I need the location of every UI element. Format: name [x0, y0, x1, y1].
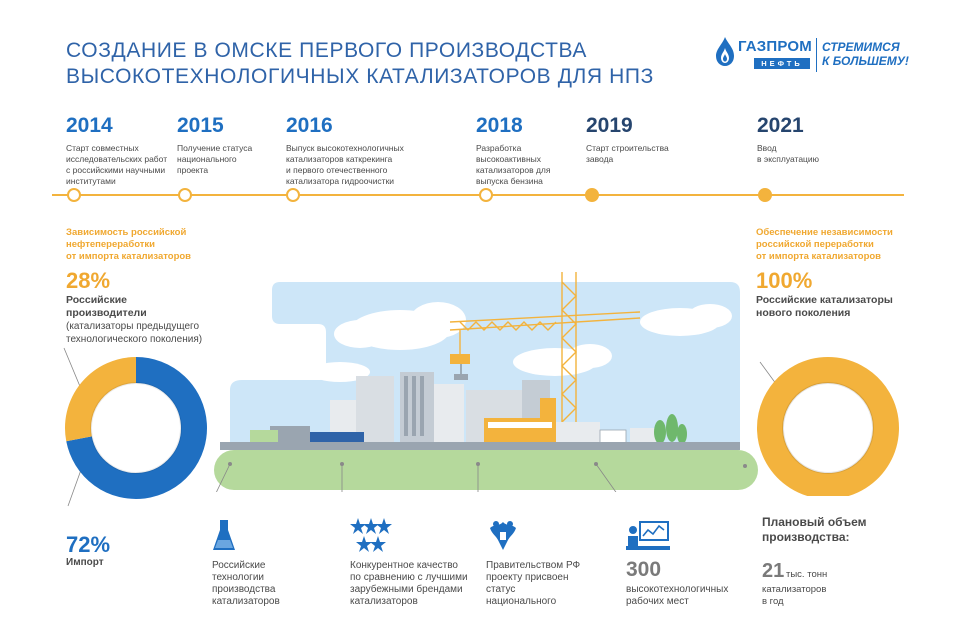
timeline-dot-2016	[286, 188, 300, 202]
timeline-dot-2018	[479, 188, 493, 202]
left-note: Зависимость российской нефтепереработки от импорта катализаторов	[66, 227, 192, 262]
timeline-year-2019: 2019	[586, 114, 633, 137]
right-percent: 100%	[756, 268, 813, 293]
domestic-sublabel: (катализаторы предыдущего технологического поколения)	[66, 321, 203, 345]
flame-icon	[712, 36, 738, 74]
plan-unit: тыс. тонн	[786, 569, 828, 580]
timeline-desc-2014: Старт совместных исследовательских работ с российскими научными институтами	[66, 143, 168, 186]
timeline-year-2015: 2015	[177, 114, 224, 137]
fact-quality: Конкурентное качество по сравнению с лучшими зарубежными брендами катализаторов	[350, 560, 468, 607]
right-donut-chart	[748, 356, 904, 496]
donut-segment-domestic	[770, 370, 886, 486]
plan-title: Плановый объем производства:	[762, 515, 867, 544]
workplaces-number: 300	[626, 558, 662, 581]
import-percent: 72%	[66, 532, 111, 557]
slogan-line-1: СТРЕМИМСЯ	[822, 40, 900, 54]
left-donut	[78, 370, 194, 486]
timeline-dot-2019	[585, 188, 599, 202]
timeline-desc-2016: Выпуск высокотехнологичных катализаторов каткрекинга и первого отечественного катализатора гидроочистки	[286, 143, 404, 186]
stars-icon	[348, 518, 394, 554]
road	[220, 442, 740, 450]
donut-inner-ring	[91, 383, 181, 473]
timeline-desc-2019: Старт строительства завода	[586, 143, 669, 164]
timeline-year-2016: 2016	[286, 114, 333, 137]
timeline-year-2021: 2021	[757, 114, 804, 137]
logo-sub: НЕФТЬ	[754, 58, 810, 69]
page-title	[66, 38, 666, 90]
timeline-dot-2021	[758, 188, 772, 202]
fact-technologies: Российские технологии производства катализаторов	[212, 560, 280, 607]
timeline-desc-2018: Разработка высокоактивных катализаторов для выпуска бензина	[476, 143, 551, 186]
factory-illustration	[210, 272, 760, 492]
domestic-percent: 28%	[66, 268, 111, 293]
crane-hook	[450, 354, 470, 364]
logo-name: ГАЗПРОМ	[738, 38, 812, 55]
import-label: Импорт	[66, 557, 104, 568]
donut-segment-domestic	[78, 370, 136, 439]
left-donut-chart	[56, 344, 216, 514]
flask-icon	[212, 518, 236, 552]
timeline-dot-2015	[178, 188, 192, 202]
timeline-year-2018: 2018	[476, 114, 523, 137]
title-line-1: СОЗДАНИЕ В ОМСКЕ ПЕРВОГО ПРОИЗВОДСТВА	[66, 39, 588, 62]
domestic-label: Российские производители	[66, 294, 147, 319]
right-note: Обеспечение независимости российской переработки от импорта катализаторов	[756, 227, 893, 262]
logo-slogan	[822, 40, 909, 68]
logo-divider	[816, 38, 817, 72]
fact-workplaces: высокотехнологичных рабочих мест	[626, 584, 729, 607]
emblem-icon	[486, 518, 520, 554]
timeline-desc-2021: Ввод в эксплуатацию	[757, 143, 820, 164]
timeline-desc-2015: Получение статуса национального проекта	[177, 143, 253, 175]
slogan-line-2: К БОЛЬШЕМУ!	[822, 54, 909, 68]
gazprom-neft-logo	[712, 36, 912, 76]
plan-number: 21	[762, 560, 785, 582]
green-ground	[214, 450, 758, 490]
fact-national-status: Правительством РФ проекту присвоен статус национального	[486, 560, 581, 607]
plan-desc: катализаторов в год	[762, 584, 827, 607]
right-label: Российские катализаторы нового поколения	[756, 294, 893, 319]
timeline-dot-2014	[67, 188, 81, 202]
donut-inner-ring	[783, 383, 873, 473]
workplace-icon	[626, 520, 670, 552]
title-line-2: ВЫСОКОТЕХНОЛОГИЧНЫХ КАТАЛИЗАТОРОВ ДЛЯ НПЗ	[66, 65, 654, 88]
right-donut	[770, 370, 886, 486]
timeline-year-2014: 2014	[66, 114, 113, 137]
